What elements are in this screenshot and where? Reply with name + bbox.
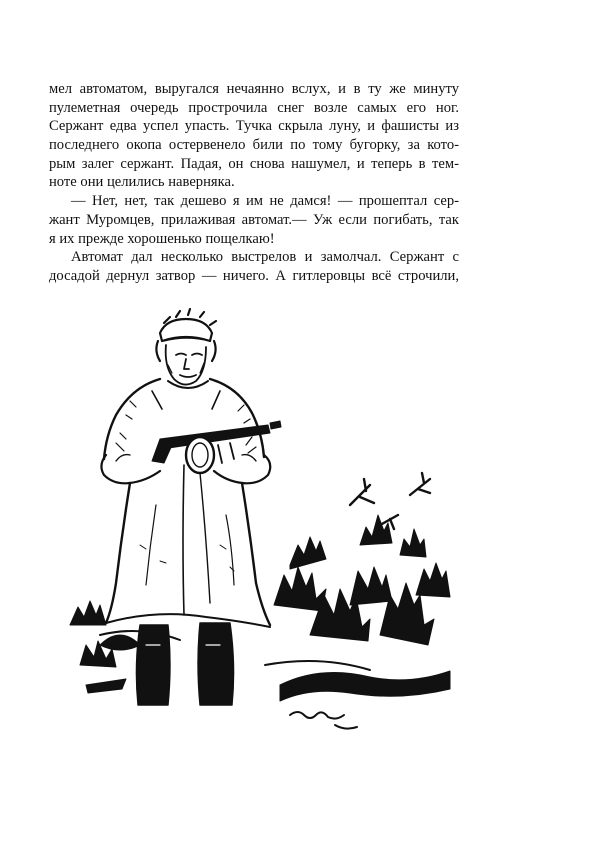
text-line: я их прежде хорошенько пощелкаю! (49, 230, 275, 247)
text-line: — Нет, нет, так дешево я им не дамся! — прошептал сер- (71, 193, 459, 210)
face (166, 345, 206, 385)
text-line: Автомат дал несколько выстрелов и замолчал. Сержант с (71, 249, 459, 266)
left-bushes (70, 601, 140, 693)
text-line: последнего окопа остервенело били по тому бугорку, за кото- (49, 137, 459, 154)
spruce-thicket (274, 515, 450, 701)
text-line: пулеметная очередь прострочила снег возле самых его ног. (49, 99, 459, 116)
text-line: рым залег сержант. Падая, он снова нашумел, и теперь в тем- (49, 155, 459, 172)
boots (136, 623, 233, 705)
text-line: Сержант едва успел упасть. Тучка скрыла луну, и фашисты из (49, 118, 459, 135)
tree-branches (350, 473, 430, 529)
soldier-illustration (60, 305, 460, 745)
coat-upper (104, 379, 264, 459)
coat-lower (106, 465, 270, 627)
text-line: мел автоматом, выругался нечаянно вслух, и в ту же минуту (49, 81, 459, 97)
text-line: ноте они целились наверняка. (49, 174, 235, 191)
body-text (49, 80, 459, 286)
text-line: досадой дернул затвор — ничего. А гитлеровцы всё строчили, (49, 267, 459, 284)
text-line: жант Муромцев, прилаживая автомат.— Уж если погибать, так (49, 211, 459, 228)
